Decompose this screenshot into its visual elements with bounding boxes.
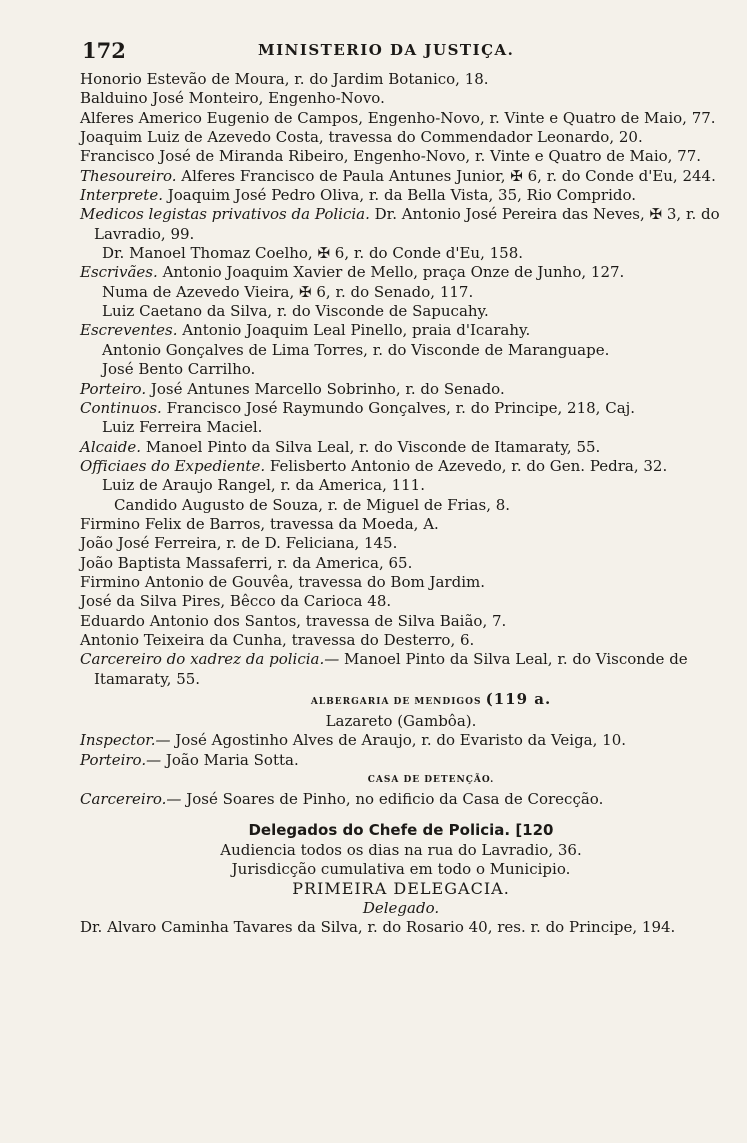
directory-entry: [80, 263, 722, 282]
directory-entry: [80, 302, 722, 321]
entry-text: Eduardo Antonio dos Santos, travessa de Silva Baião, 7.: [80, 611, 507, 630]
directory-entry: [80, 186, 722, 205]
entry-role-label: Thesoureiro.: [80, 166, 177, 185]
entry-role-label: Interprete.: [80, 186, 163, 205]
entry-text: José da Silva Pires, Bêcco da Carioca 48.: [80, 592, 392, 611]
directory-entry: [80, 147, 722, 166]
albergaria-entries: [80, 731, 722, 770]
directory-entry: [80, 631, 722, 650]
directory-entry: [80, 496, 722, 515]
entry-text: Francisco José de Miranda Ribeiro, Engenho-Novo, r. Vinte e Quatro de Maio, 77.: [80, 147, 702, 166]
directory-entry: [80, 70, 722, 89]
entry-text: João Baptista Massaferri, r. da America, 65.: [80, 553, 413, 572]
entry-role-label: Inspector.—: [80, 731, 171, 750]
directory-entry: [80, 128, 722, 147]
page-body: [80, 70, 722, 937]
directory-entry: [80, 515, 722, 534]
entry-text: Joaquim Luiz de Azevedo Costa, travessa do Commendador Leonardo, 20.: [80, 128, 643, 147]
entry-text: João Maria Sotta.: [165, 750, 299, 769]
albergaria-place: Lazareto (Gambôa).: [325, 712, 477, 730]
entry-text: Honorio Estevão de Moura, r. do Jardim Botanico, 18.: [80, 70, 489, 88]
directory-entry: [80, 751, 722, 770]
running-title: MINISTERIO DA JUSTIÇA.: [258, 41, 515, 59]
entry-text: Francisco José Raymundo Gonçalves, r. do Principe, 218, Caj.: [166, 398, 636, 417]
directory-entry: [80, 534, 722, 553]
directory-entry: [80, 438, 722, 457]
directory-entry: [80, 341, 722, 360]
entry-text: Alferes Americo Eugenio de Campos, Engenho-Novo, r. Vinte e Quatro de Maio, 77.: [80, 108, 716, 127]
entry-text: Joaquim José Pedro Oliva, r. da Bella Vista, 35, Rio Comprido.: [167, 186, 637, 205]
entry-text: Firmino Felix de Barros, travessa da Moeda, A.: [80, 514, 439, 533]
delegado-role: Delegado.: [362, 898, 440, 917]
directory-entry: [80, 380, 722, 399]
delegados-audiencia: Audiencia todos os dias na rua do Lavradio, 36.: [220, 840, 582, 859]
primeira-delegacia-heading: PRIMEIRA DELEGACIA.: [292, 879, 510, 899]
entry-text: Luiz Ferreira Maciel.: [102, 418, 263, 437]
entry-text: Antonio Joaquim Leal Pinello, praia d'Icarahy.: [182, 321, 531, 340]
entry-text: Luiz Caetano da Silva, r. do Visconde de Sapucahy.: [102, 302, 489, 321]
directory-entry: [80, 109, 722, 128]
entry-text: Dr. Antonio José Pereira das Neves, ✠ 3, r. do Lavradio, 99.: [94, 205, 720, 243]
entry-role-label: Alcaide.: [80, 437, 142, 456]
entry-text: Manoel Pinto da Silva Leal, r. do Visconde de Itamaraty, 55.: [94, 650, 688, 688]
directory-entry: [80, 592, 722, 611]
detencao-heading: CASA DE DETENÇÃO.: [367, 775, 495, 786]
directory-entry: [80, 244, 722, 263]
entry-role-label: Porteiro.: [80, 379, 147, 398]
entry-role-label: Carcereiro.—: [80, 790, 182, 809]
detencao-entries: [80, 790, 722, 809]
entry-text: Felisberto Antonio de Azevedo, r. do Gen. Pedra, 32.: [269, 456, 668, 475]
directory-entry: [80, 457, 722, 476]
page-header: [82, 38, 722, 64]
entry-text: Numa de Azevedo Vieira, ✠ 6, r. do Senado, 117.: [102, 282, 474, 301]
directory-entry: [80, 399, 722, 418]
directory-entry: [80, 360, 722, 379]
delegados-ref: [120: [515, 821, 554, 840]
directory-entry: [80, 650, 722, 689]
entry-text: Dr. Manoel Thomaz Coelho, ✠ 6, r. do Conde d'Eu, 158.: [102, 244, 524, 263]
entry-text: Luiz de Araujo Rangel, r. da America, 111.: [102, 476, 425, 495]
entry-text: Candido Augusto de Souza, r. de Miguel de Frias, 8.: [114, 495, 511, 514]
directory-entry: [80, 476, 722, 495]
entry-text: José Agostinho Alves de Araujo, r. do Evaristo da Veiga, 10.: [175, 731, 627, 750]
albergaria-ref: (119 a.: [485, 690, 552, 708]
directory-entry: [80, 321, 722, 340]
entry-text: José Antunes Marcello Sobrinho, r. do Senado.: [150, 379, 505, 398]
page-number: 172: [82, 38, 126, 63]
directory-entry: [80, 205, 722, 244]
entry-role-label: Escreventes.: [80, 321, 178, 340]
delegados-jurisdiccao: Jurisdicção cumulativa em todo o Municipio.: [231, 860, 571, 879]
albergaria-heading: ALBERGARIA DE MENDIGOS (119 a.: [310, 690, 552, 708]
entry-list: [80, 70, 722, 689]
entry-text: João José Ferreira, r. de D. Feliciana, 145.: [80, 534, 398, 553]
entry-text: Antonio Joaquim Xavier de Mello, praça Onze de Junho, 127.: [162, 263, 625, 282]
entry-text: Manoel Pinto da Silva Leal, r. do Visconde de Itamaraty, 55.: [145, 437, 601, 456]
entry-text: Balduino José Monteiro, Engenho-Novo.: [80, 89, 385, 108]
directory-entry: [80, 418, 722, 437]
directory-entry: [80, 573, 722, 592]
directory-entry: [80, 731, 722, 750]
entry-role-label: Carcereiro do xadrez da policia.—: [80, 650, 340, 669]
entry-text: José Bento Carrilho.: [102, 360, 256, 379]
directory-entry: [80, 554, 722, 573]
delegado-entry: Dr. Alvaro Caminha Tavares da Silva, r. do Rosario 40, res. r. do Principe, 194.: [80, 918, 676, 937]
directory-entry: [80, 612, 722, 631]
delegados-title: Delegados do Chefe de Policia. [120: [248, 821, 554, 840]
entry-role-label: Medicos legistas privativos da Policia.: [80, 205, 370, 224]
entry-role-label: Escrivães.: [80, 263, 158, 282]
entry-role-label: Porteiro.—: [80, 750, 162, 769]
entry-text: Firmino Antonio de Gouvêa, travessa do Bom Jardim.: [80, 572, 485, 591]
entry-role-label: Officiaes do Expediente.: [80, 456, 266, 475]
directory-entry: [80, 790, 722, 809]
entry-text: Antonio Gonçalves de Lima Torres, r. do Visconde de Maranguape.: [102, 340, 610, 359]
entry-text: Antonio Teixeira da Cunha, travessa do Desterro, 6.: [80, 630, 475, 649]
entry-text: José Soares de Pinho, no edificio da Casa de Corecção.: [186, 790, 604, 809]
entry-role-label: Continuos.: [80, 398, 162, 417]
directory-entry: [80, 167, 722, 186]
entry-text: Alferes Francisco de Paula Antunes Junior, ✠ 6, r. do Conde d'Eu, 244.: [181, 166, 716, 185]
directory-entry: [80, 283, 722, 302]
directory-entry: [80, 89, 722, 108]
